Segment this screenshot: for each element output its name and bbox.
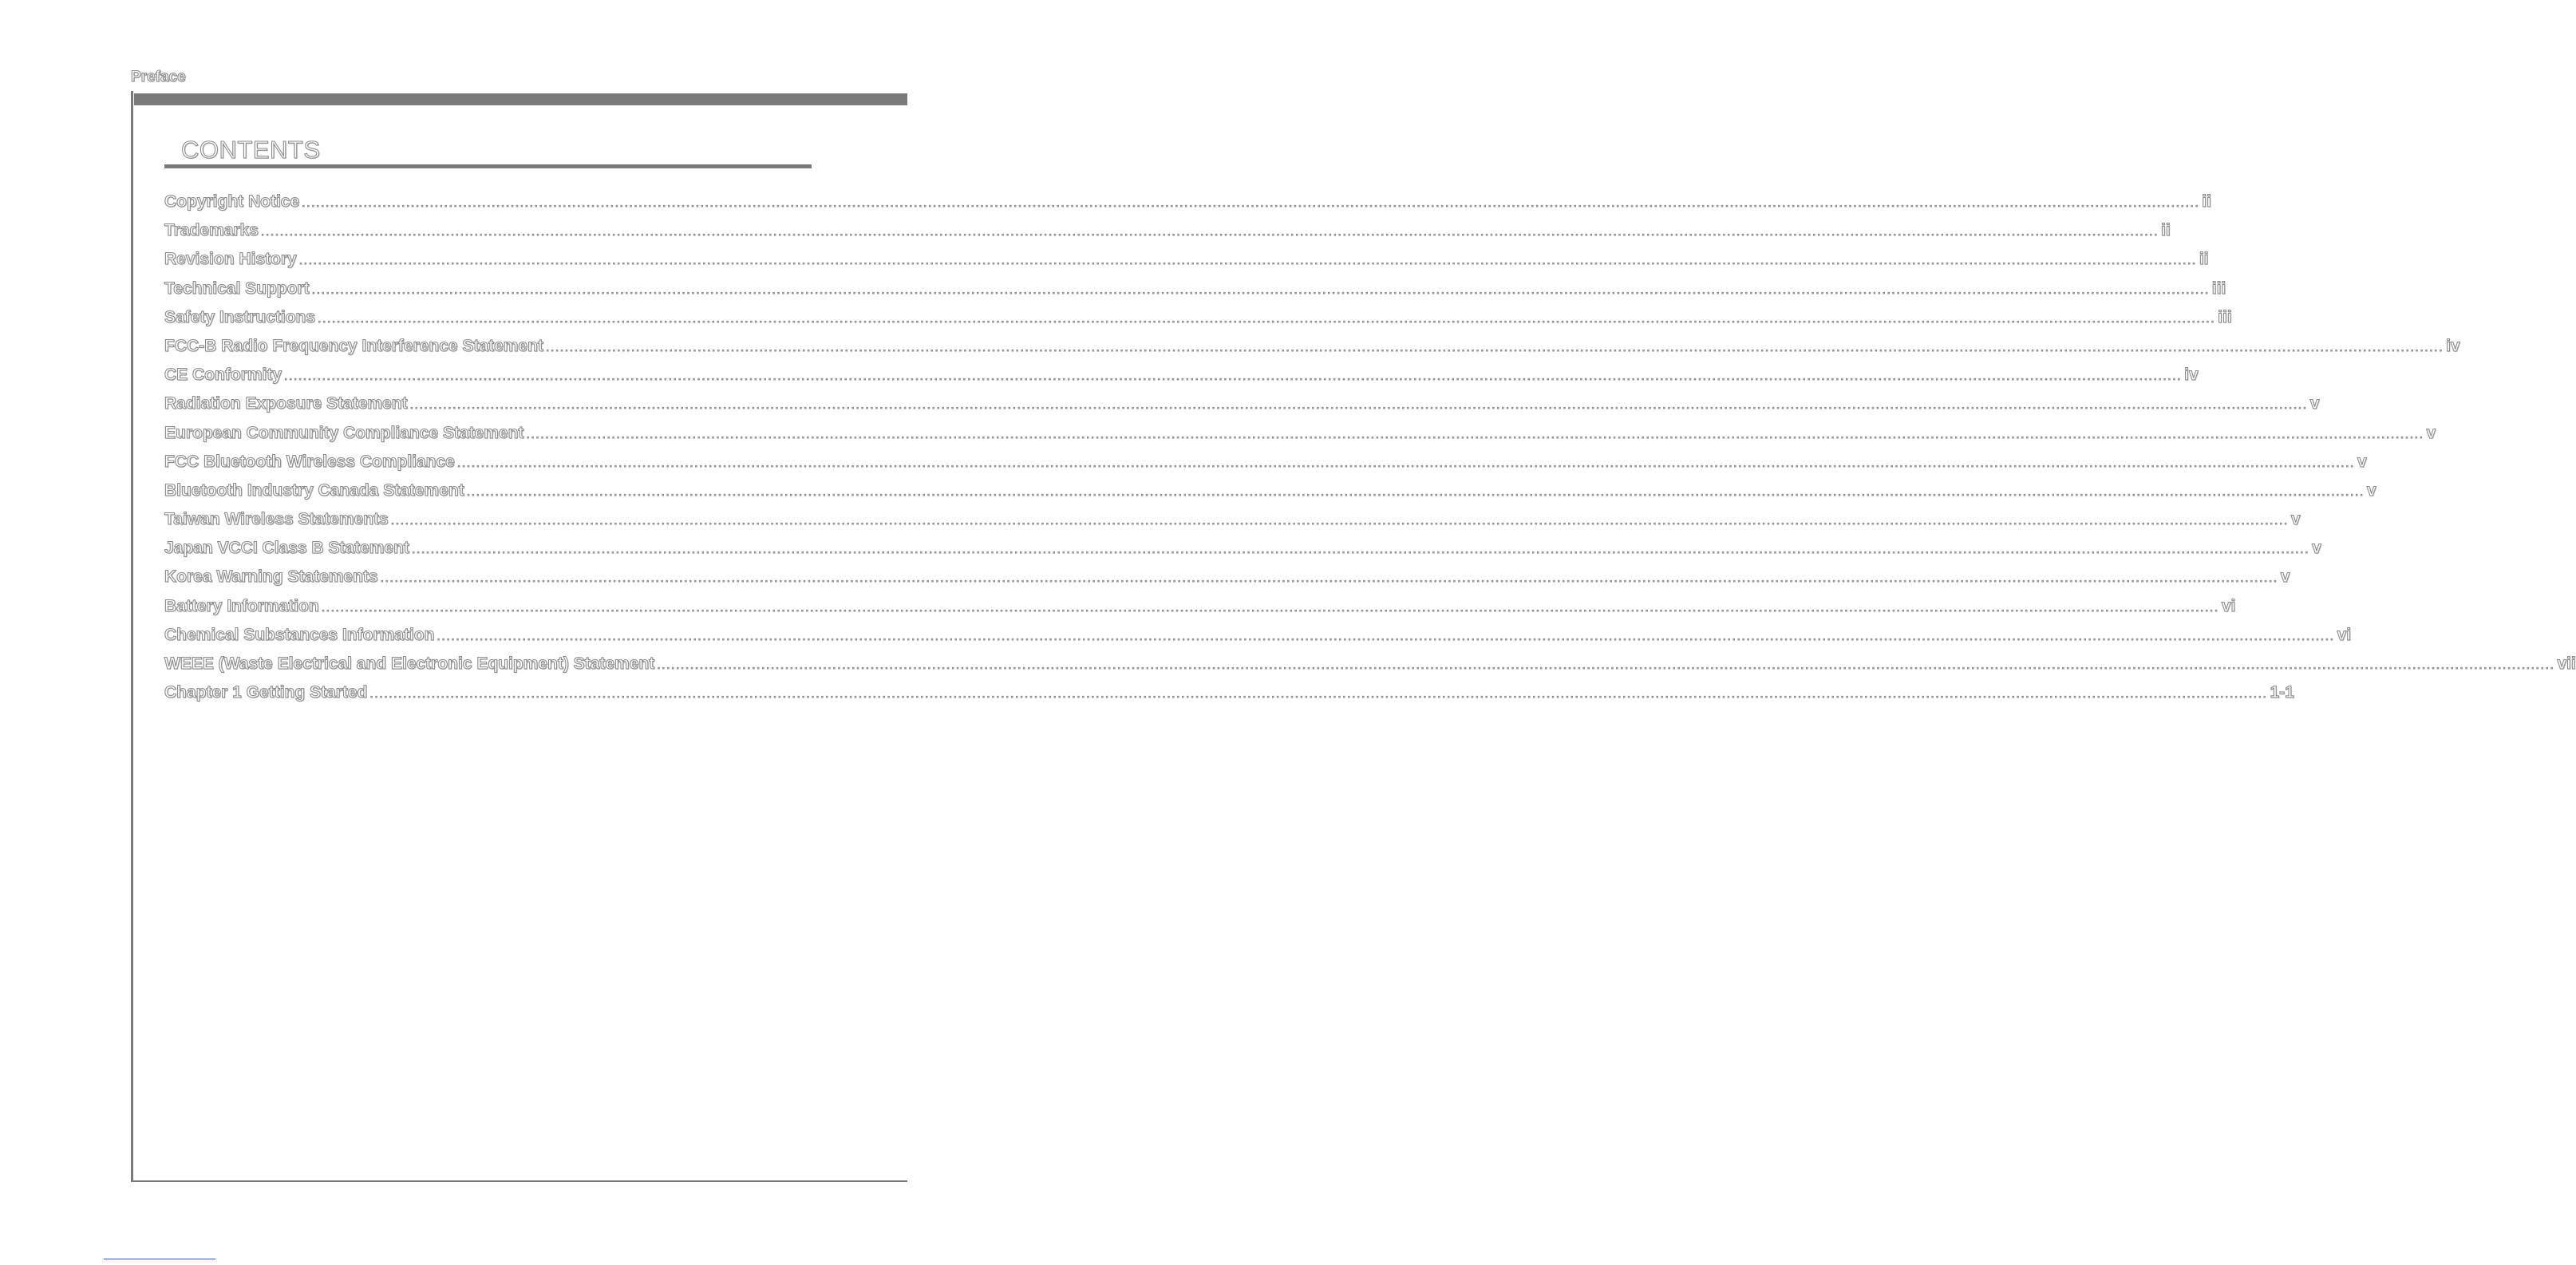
toc-entry-page-number: vi xyxy=(2221,596,2236,615)
toc-dot-leader: ................................................................................................................................................................................................................................................................................................................................................................................................................ xyxy=(318,311,2216,326)
toc-entry-page-number: iv xyxy=(2446,336,2460,355)
toc-entry[interactable] xyxy=(164,534,2321,563)
table-of-contents xyxy=(164,188,2576,707)
toc-dot-leader: ................................................................................................................................................................................................................................................................................................................................................................................................................ xyxy=(437,629,2335,643)
toc-dot-leader: ................................................................................................................................................................................................................................................................................................................................................................................................................ xyxy=(526,427,2424,441)
toc-dot-leader: ................................................................................................................................................................................................................................................................................................................................................................................................................ xyxy=(380,571,2278,586)
toc-entry-title: Trademarks xyxy=(164,221,259,240)
toc-dot-leader: ................................................................................................................................................................................................................................................................................................................................................................................................................ xyxy=(390,514,2289,528)
toc-dot-leader: ................................................................................................................................................................................................................................................................................................................................................................................................................ xyxy=(466,484,2365,499)
toc-entry-page-number: v xyxy=(2309,394,2320,413)
toc-entry-page-number: ii xyxy=(2202,192,2211,211)
toc-entry-title: CE Conformity xyxy=(164,366,282,385)
toc-dot-leader: ................................................................................................................................................................................................................................................................................................................................................................................................................ xyxy=(298,254,2197,268)
toc-dot-leader: ................................................................................................................................................................................................................................................................................................................................................................................................................ xyxy=(657,658,2555,672)
toc-entry-page-number: v xyxy=(2312,539,2321,558)
toc-entry-page-number: ii xyxy=(2161,221,2171,240)
toc-entry-title: WEEE (Waste Electrical and Electronic Equipment) Statement xyxy=(164,654,655,673)
toc-entry-title: FCC Bluetooth Wireless Compliance xyxy=(164,452,455,471)
toc-entry[interactable] xyxy=(164,245,2209,274)
toc-entry[interactable] xyxy=(164,476,2376,505)
toc-entry-page-number: v xyxy=(2280,567,2290,587)
left-margin-rule xyxy=(131,91,133,1182)
toc-entry-page-number: ii xyxy=(2199,250,2209,269)
toc-entry-page-number: v xyxy=(2426,423,2436,442)
section-label: Preface xyxy=(131,69,186,85)
toc-dot-leader: ................................................................................................................................................................................................................................................................................................................................................................................................................ xyxy=(260,225,2159,239)
toc-dot-leader: ................................................................................................................................................................................................................................................................................................................................................................................................................ xyxy=(456,456,2355,470)
toc-entry-page-number: v xyxy=(2357,452,2367,471)
toc-entry-title: Revision History xyxy=(164,250,297,269)
toc-dot-leader: ................................................................................................................................................................................................................................................................................................................................................................................................................ xyxy=(409,398,2308,413)
toc-entry[interactable] xyxy=(164,389,2320,418)
toc-dot-leader: ................................................................................................................................................................................................................................................................................................................................................................................................................ xyxy=(321,600,2219,615)
toc-dot-leader: ................................................................................................................................................................................................................................................................................................................................................................................................................ xyxy=(311,283,2210,297)
contents-title-underline xyxy=(164,164,812,168)
toc-entry[interactable] xyxy=(164,505,2301,534)
toc-dot-leader: ................................................................................................................................................................................................................................................................................................................................................................................................................ xyxy=(411,543,2310,557)
toc-entry[interactable] xyxy=(164,650,2576,678)
bottom-margin-rule xyxy=(131,1180,907,1182)
toc-entry-page-number: v xyxy=(2290,510,2301,529)
toc-entry-title: Radiation Exposure Statement xyxy=(164,394,408,413)
toc-entry-title: FCC-B Radio Frequency Interference Statement xyxy=(164,336,543,355)
toc-entry[interactable] xyxy=(164,448,2367,476)
toc-entry[interactable] xyxy=(164,303,2232,332)
toc-entry-page-number: iii xyxy=(2218,307,2232,326)
toc-entry-page-number: iv xyxy=(2184,366,2199,385)
toc-entry-page-number: iii xyxy=(2211,279,2226,298)
toc-entry-page-number: 1-1 xyxy=(2270,683,2294,702)
toc-entry[interactable] xyxy=(164,188,2211,216)
toc-entry[interactable] xyxy=(164,361,2199,389)
toc-dot-leader: ................................................................................................................................................................................................................................................................................................................................................................................................................ xyxy=(545,340,2444,354)
toc-dot-leader: ................................................................................................................................................................................................................................................................................................................................................................................................................ xyxy=(284,370,2183,384)
toc-entry[interactable] xyxy=(164,678,2294,707)
toc-entry-title: Chapter 1 Getting Started xyxy=(164,683,368,702)
toc-entry-page-number: vi xyxy=(2337,625,2352,644)
toc-entry-title: European Community Compliance Statement xyxy=(164,423,524,442)
header-bar xyxy=(134,93,907,105)
toc-entry-title: Safety Instructions xyxy=(164,307,316,326)
toc-entry-page-number: vii xyxy=(2557,654,2576,673)
toc-entry[interactable] xyxy=(164,621,2352,650)
toc-dot-leader: ................................................................................................................................................................................................................................................................................................................................................................................................................ xyxy=(302,196,2200,210)
toc-entry-title: Technical Support xyxy=(164,279,310,298)
toc-entry-title: Japan VCCI Class B Statement xyxy=(164,539,409,558)
toc-entry[interactable] xyxy=(164,332,2460,361)
toc-entry-title: Battery Information xyxy=(164,596,319,615)
toc-entry-title: Bluetooth Industry Canada Statement xyxy=(164,480,464,500)
toc-entry[interactable] xyxy=(164,592,2236,621)
toc-entry-title: Copyright Notice xyxy=(164,192,300,211)
contents-title: CONTENTS xyxy=(181,136,321,164)
toc-entry[interactable] xyxy=(164,563,2290,591)
toc-entry-page-number: v xyxy=(2366,480,2376,500)
toc-entry[interactable] xyxy=(164,216,2171,245)
toc-entry-title: Taiwan Wireless Statements xyxy=(164,510,389,529)
toc-entry-title: Chemical Substances Information xyxy=(164,625,435,644)
toc-dot-leader: ................................................................................................................................................................................................................................................................................................................................................................................................................ xyxy=(369,687,2268,702)
toc-entry[interactable] xyxy=(164,275,2226,303)
toc-entry[interactable] xyxy=(164,419,2436,448)
toc-entry-title: Korea Warning Statements xyxy=(164,567,378,587)
